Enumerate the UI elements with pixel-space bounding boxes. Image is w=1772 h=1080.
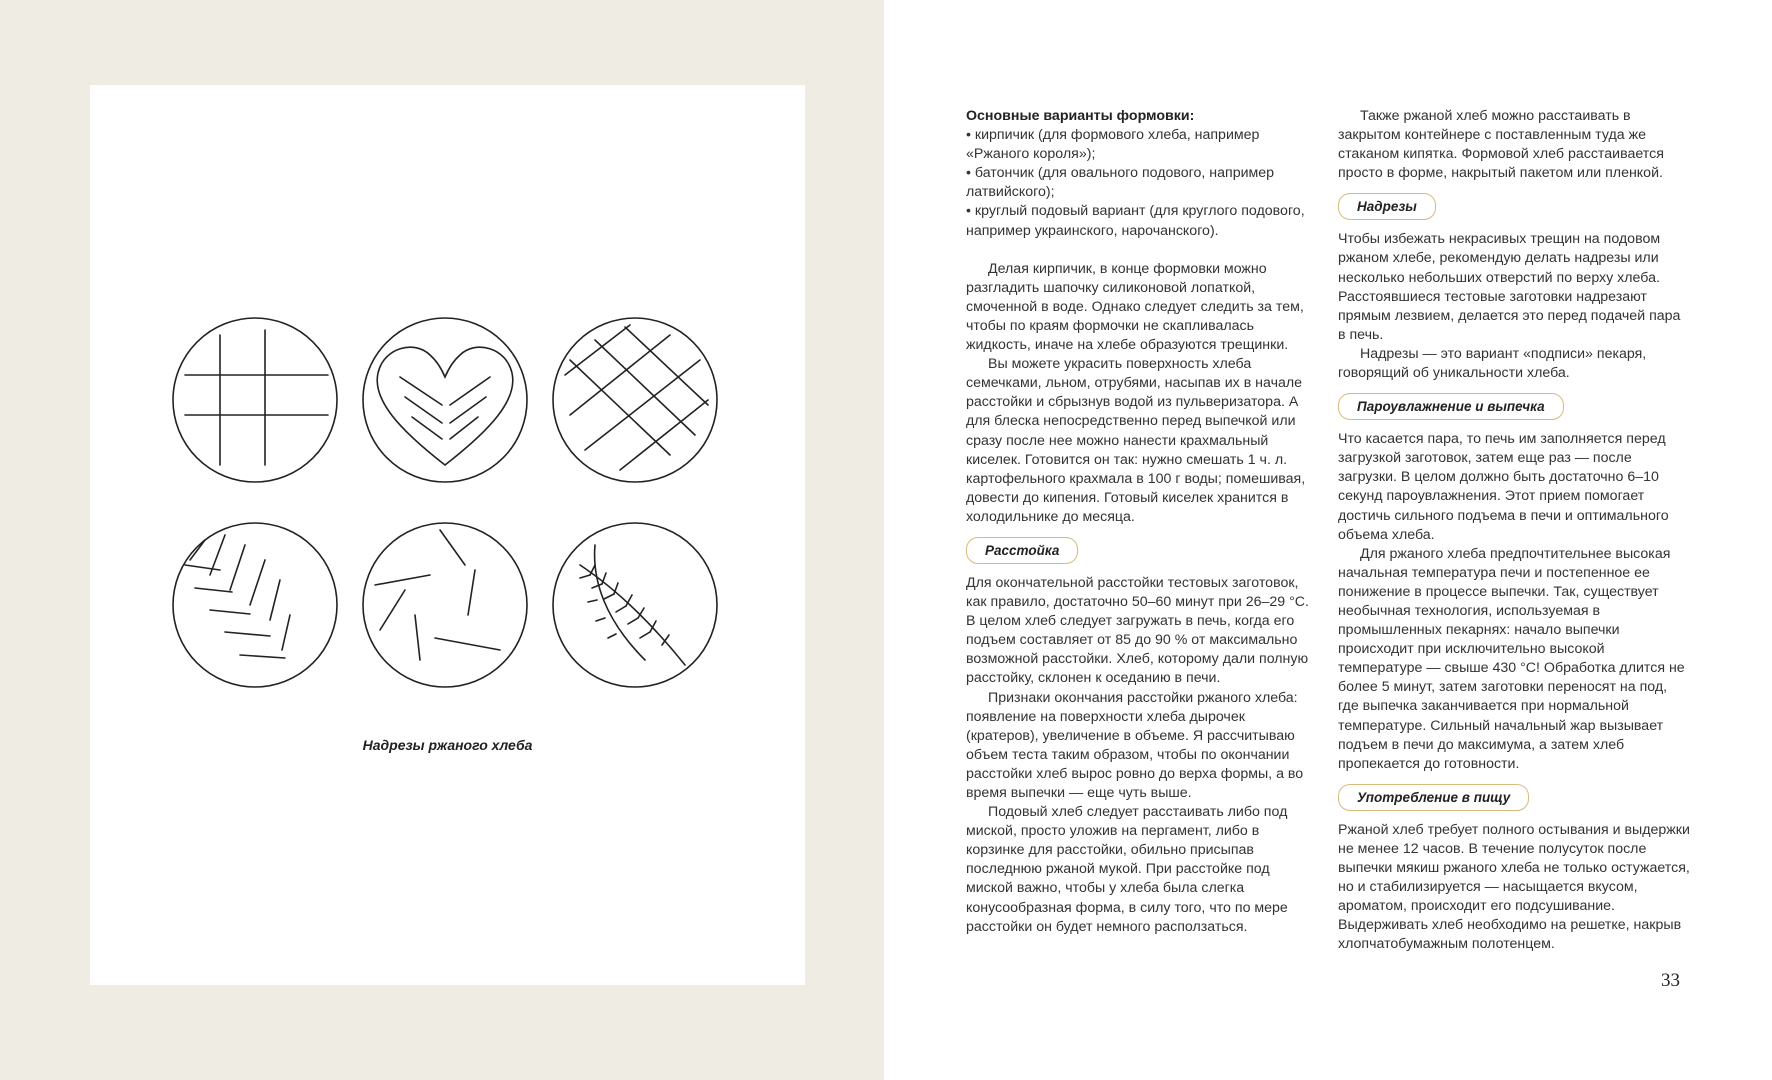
paragraph: Также ржаной хлеб можно расстаивать в закрытом контейнере с поставленным туда же стаканом кипятка. Формовой хлеб расстаивается просто в форме, накрытый пакетом или пленкой. [1338,108,1664,182]
page-number: 33 [1661,970,1680,991]
section-badge-cuts: Надрезы [1338,193,1436,220]
paragraph: Вы можете украсить поверхность хлеба семечками, льном, отрубями, насыпав их в начале расстойки и сбрызнув водой из пульверизатора. А для блеска непосредственно перед выпечкой или сразу после нее можно нанести крахмальный киселек. Готовится он так: нужно смешать 1 ч. л. картофельного крахмала в 100 г воды; помешивая, довести до кипения. Готовый киселек хранится в холодильнике до месяца. [966,356,1306,525]
spacer [966,241,1318,260]
paragraph: Подовый хлеб следует расстаивать либо под миской, просто уложив на пергамент, либо в корзинке для расстойки, обильно присыпав последнюю ржаной мукой. При расстойке под миской важно, чтобы у хлеба была слегка конусообразная форма, в силу того, что по мере расстойки он будет немного расползаться. [966,804,1288,935]
paragraph: Чтобы избежать некрасивых трещин на подовом ржаном хлебе, рекомендую делать надрезы или несколько небольших отверстий по верху хлеба. Расстоявшиеся тестовые заготовки надрезают прямым лезвием, делается это перед подачей пара в печь. [1338,231,1681,343]
bullet-item: • круглый подовый вариант (для круглого подового, например украинского, нарочанского). [966,203,1305,239]
left-page [0,0,884,1080]
paragraph: Признаки окончания расстойки ржаного хлеба: появление на поверхности хлеба дырочек (кратеров), увеличение в объеме. Я рассчитываю объем теста таким образом, чтобы по окончании расстойки хлеб вырос ровно до верха формы, а во время выпечки — еще чуть выше. [966,689,1304,801]
scoring-pattern-lattice [553,318,717,482]
paragraph: Ржаной хлеб требует полного остывания и выдержки не менее 12 часов. В течение полусуток после выпечки мякиш ржаного хлеба не только остужается, но и стабилизируется — насыщается вкусом, ароматом, происходит его подсушивание. Выдерживать хлеб необходимо на решетке, накрыв хлопчатобумажным полотенцем. [1338,821,1690,953]
section-badge-steam: Пароувлажнение и выпечка [1338,393,1564,420]
paragraph: Для окончательной расстойки тестовых заготовок, как правило, достаточно 50–60 минут при 26–29 °С. В целом хлеб следует загружать в печь, когда его подъем составляет от 85 до 90 % от максимально возможной расстойки. Хлеб, которому дали полную расстойку, склонен к оседанию в печи. [966,574,1309,687]
text-column-left [966,107,1318,937]
section-badge-consumption: Употребление в пищу [1338,784,1529,811]
scoring-pattern-wheat [553,523,717,687]
section-title-shaping: Основные варианты формовки: [966,108,1195,124]
bread-scoring-illustration [170,315,730,735]
scoring-pattern-herringbone [173,523,337,687]
paragraph: Что касается пара, то печь им заполняется перед загрузкой заготовок, затем еще раз — после загрузки. В целом должно быть достаточно 6–10 секунд пароувлажнения. Этот прием помогает достичь сильного подъема в печи и оптимального объема хлеба. [1338,431,1669,543]
illustration-panel [90,85,805,985]
scoring-pattern-grid [173,318,337,482]
right-page [884,0,1772,1080]
scoring-pattern-pinwheel [363,523,527,687]
paragraph: Делая кирпичик, в конце формовки можно разгладить шапочку силиконовой лопаткой, смоченной в воде. Однако следует следить за тем, чтобы по краям формочки не скапливалась жидкость, иначе на хлебе образуются трещинки. [966,260,1304,354]
scoring-pattern-heart [363,318,527,482]
section-badge-proofing: Расстойка [966,537,1078,564]
paragraph: Надрезы — это вариант «подписи» пекаря, говорящий об уникальности хлеба. [1338,345,1647,382]
illustration-caption: Надрезы ржаного хлеба [362,737,533,753]
bullet-item: • батончик (для овального подового, например латвийского); [966,165,1275,201]
paragraph: Для ржаного хлеба предпочтительнее высокая начальная температура печи и постепенное ее понижение в процессе выпечки. Так, существует необычная технология, используемая в промышленных пекарнях: начало выпечки происходит при исключительно высокой температуре — свыше 430 °С! Обработка длится не более 5 минут, затем заготовки переносят на под, где выпечка заканчивается при нормальной температуре. Сильный начальный жар вызывает подъем в печи до максимума, а затем хлеб пропекается до готовности. [1338,545,1685,772]
text-column-right [1338,107,1690,954]
bullet-item: • кирпичик (для формового хлеба, например «Ржаного короля»); [966,127,1260,163]
